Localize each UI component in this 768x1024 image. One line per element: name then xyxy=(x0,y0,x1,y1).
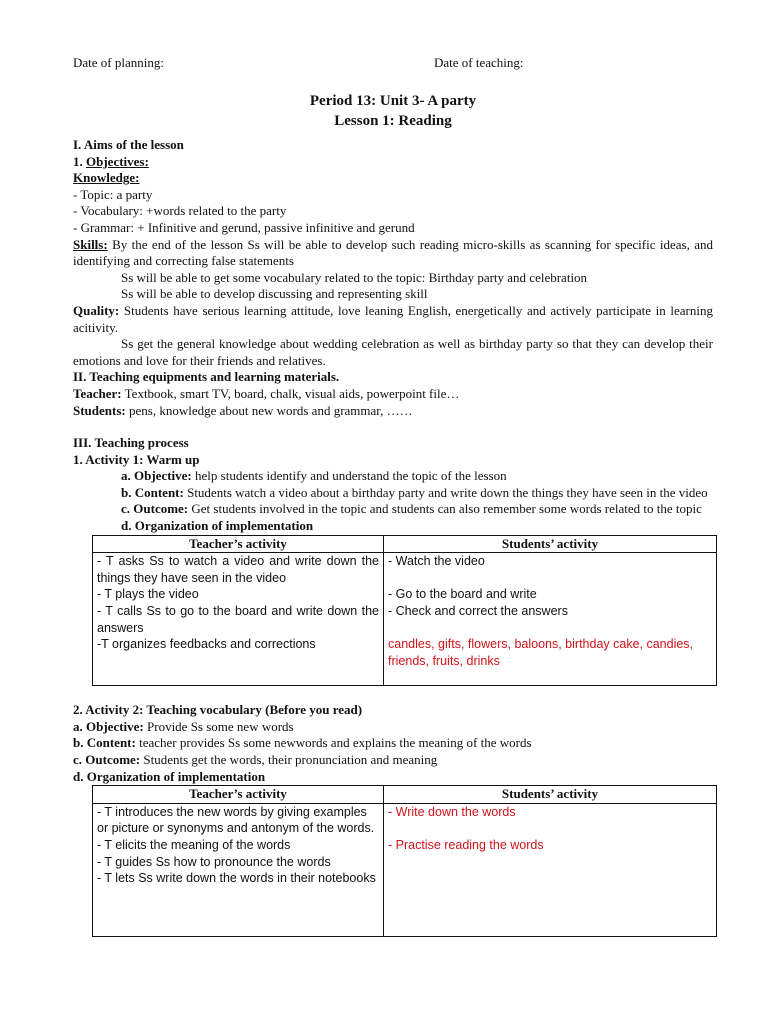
skills-text: By the end of the lesson Ss will be able to develop such reading micro-skills as scanning for specific ideas, and identifying and correcting false statements xyxy=(73,236,713,269)
date-of-teaching: Date of teaching: xyxy=(434,55,524,70)
spacer xyxy=(73,686,713,702)
teacher-equipment xyxy=(73,386,713,403)
activity1-objective xyxy=(121,468,713,485)
page-title: Period 13: Unit 3- A party xyxy=(309,93,477,109)
skills-line: Ss will be able to get some vocabulary related to the topic: Birthday party and celebration xyxy=(121,269,588,285)
activity2-objective xyxy=(73,719,713,736)
students-activity-cell xyxy=(384,803,717,936)
quality-line: Ss get the general knowledge about wedding celebration as well as birthday party so that they can develop their emotions and love for their friends and relatives. xyxy=(73,336,713,368)
students-equipment xyxy=(73,403,713,420)
activity2-table xyxy=(92,785,717,937)
content-text: Students watch a video about a birthday party and write down the things they have seen in the video xyxy=(183,484,708,500)
objectives-prefix: 1. xyxy=(73,153,86,169)
answer-list: candles, gifts, flowers, baloons, birthday cake, candies, friends, fruits, drinks xyxy=(388,637,694,668)
activity1-details xyxy=(73,468,713,534)
teacher-label: Teacher: xyxy=(73,385,122,401)
teacher-activity-cell xyxy=(93,553,384,686)
date-of-planning: Date of planning: xyxy=(73,55,164,70)
activity2-content xyxy=(73,735,713,752)
list-item: - T plays the video xyxy=(97,587,199,602)
table-row xyxy=(93,553,717,686)
list-item: - Check and correct the answers xyxy=(388,604,568,619)
lesson-plan-page xyxy=(73,55,713,937)
list-item: - T introduces the new words by giving examples or picture or synonyms and antonym of the words. xyxy=(97,804,375,836)
list-item: - T guides Ss how to pronounce the words xyxy=(97,854,331,869)
list-item: - T asks Ss to watch a video and write down the things they have seen in the video xyxy=(97,554,379,585)
knowledge-item: - Topic: a party xyxy=(73,186,153,202)
outcome-text: Students get the words, their pronunciation and meaning xyxy=(140,752,438,768)
teacher-text: Textbook, smart TV, board, chalk, visual aids, powerpoint file… xyxy=(121,385,460,401)
objectives-heading xyxy=(73,154,713,171)
knowledge-label: Knowledge: xyxy=(73,170,140,186)
students-text: pens, knowledge about new words and grammar, …… xyxy=(125,402,413,418)
content-label: b. Content: xyxy=(73,735,136,751)
students-label: Students: xyxy=(73,402,126,418)
outcome-label: c. Outcome: xyxy=(121,501,189,517)
activity1-outcome xyxy=(121,501,713,518)
activity2-org-label: d. Organization of implementation xyxy=(73,768,266,784)
activity1-table xyxy=(92,535,717,687)
content-label: b. Content: xyxy=(121,484,184,500)
list-item: - T lets Ss write down the words in their notebooks xyxy=(97,871,376,886)
students-activity-cell xyxy=(384,553,717,686)
objective-text: Provide Ss some new words xyxy=(143,718,294,734)
knowledge-item: - Grammar: + Infinitive and gerund, passive infinitive and gerund xyxy=(73,219,415,235)
knowledge-item: - Vocabulary: +words related to the party xyxy=(73,203,287,219)
students-activity-header: Students’ activity xyxy=(384,786,717,804)
activity1-org-label: d. Organization of implementation xyxy=(121,518,314,534)
list-item: - T elicits the meaning of the words xyxy=(97,838,291,852)
objective-label: a. Objective: xyxy=(121,468,192,484)
table-header-row xyxy=(93,786,717,804)
table-row xyxy=(93,803,717,936)
list-item: - Write down the words xyxy=(388,804,516,819)
table-header-row xyxy=(93,535,717,553)
objective-label: a. Objective: xyxy=(73,718,144,734)
skills-paragraph xyxy=(73,237,713,270)
activity1-heading: 1. Activity 1: Warm up xyxy=(73,451,200,467)
students-activity-header: Students’ activity xyxy=(384,535,717,553)
activity1-content xyxy=(121,485,713,502)
content-text: teacher provides Ss some newwords and explains the meaning of the words xyxy=(135,735,532,751)
list-item: - T calls Ss to go to the board and write down the answers xyxy=(97,604,379,635)
skills-line: Ss will be able to develop discussing and representing skill xyxy=(121,286,428,302)
teacher-activity-cell xyxy=(93,803,384,936)
section-aims-heading: I. Aims of the lesson xyxy=(73,137,184,152)
spacer xyxy=(73,419,713,435)
outcome-label: c. Outcome: xyxy=(73,752,141,768)
quality-paragraph xyxy=(73,303,713,336)
teacher-activity-header: Teacher’s activity xyxy=(93,535,384,553)
quality-text: Students have serious learning attitude, love leaning English, energetically and actively participate in learning acitivity. xyxy=(73,302,713,335)
list-item: - Watch the video xyxy=(388,554,485,569)
section-equipment-heading: II. Teaching equipments and learning materials. xyxy=(73,369,340,385)
objectives-label: Objectives: xyxy=(86,153,149,169)
outcome-text: Get students involved in the topic and students can also remember some words related to the topic xyxy=(188,501,702,517)
skills-label: Skills: xyxy=(73,236,108,252)
section-process-heading: III. Teaching process xyxy=(73,435,189,451)
list-item: - Go to the board and write xyxy=(388,587,537,602)
activity2-heading: 2. Activity 2: Teaching vocabulary (Before you read) xyxy=(73,702,363,718)
page-subtitle: Lesson 1: Reading xyxy=(334,113,452,129)
teacher-activity-header: Teacher’s activity xyxy=(93,786,384,804)
list-item: - Practise reading the words xyxy=(388,838,544,852)
date-row xyxy=(73,55,713,73)
quality-label: Quality: xyxy=(73,302,120,318)
list-item: -T organizes feedbacks and corrections xyxy=(97,637,316,652)
objective-text: help students identify and understand the topic of the lesson xyxy=(191,468,507,484)
activity2-outcome xyxy=(73,752,713,769)
